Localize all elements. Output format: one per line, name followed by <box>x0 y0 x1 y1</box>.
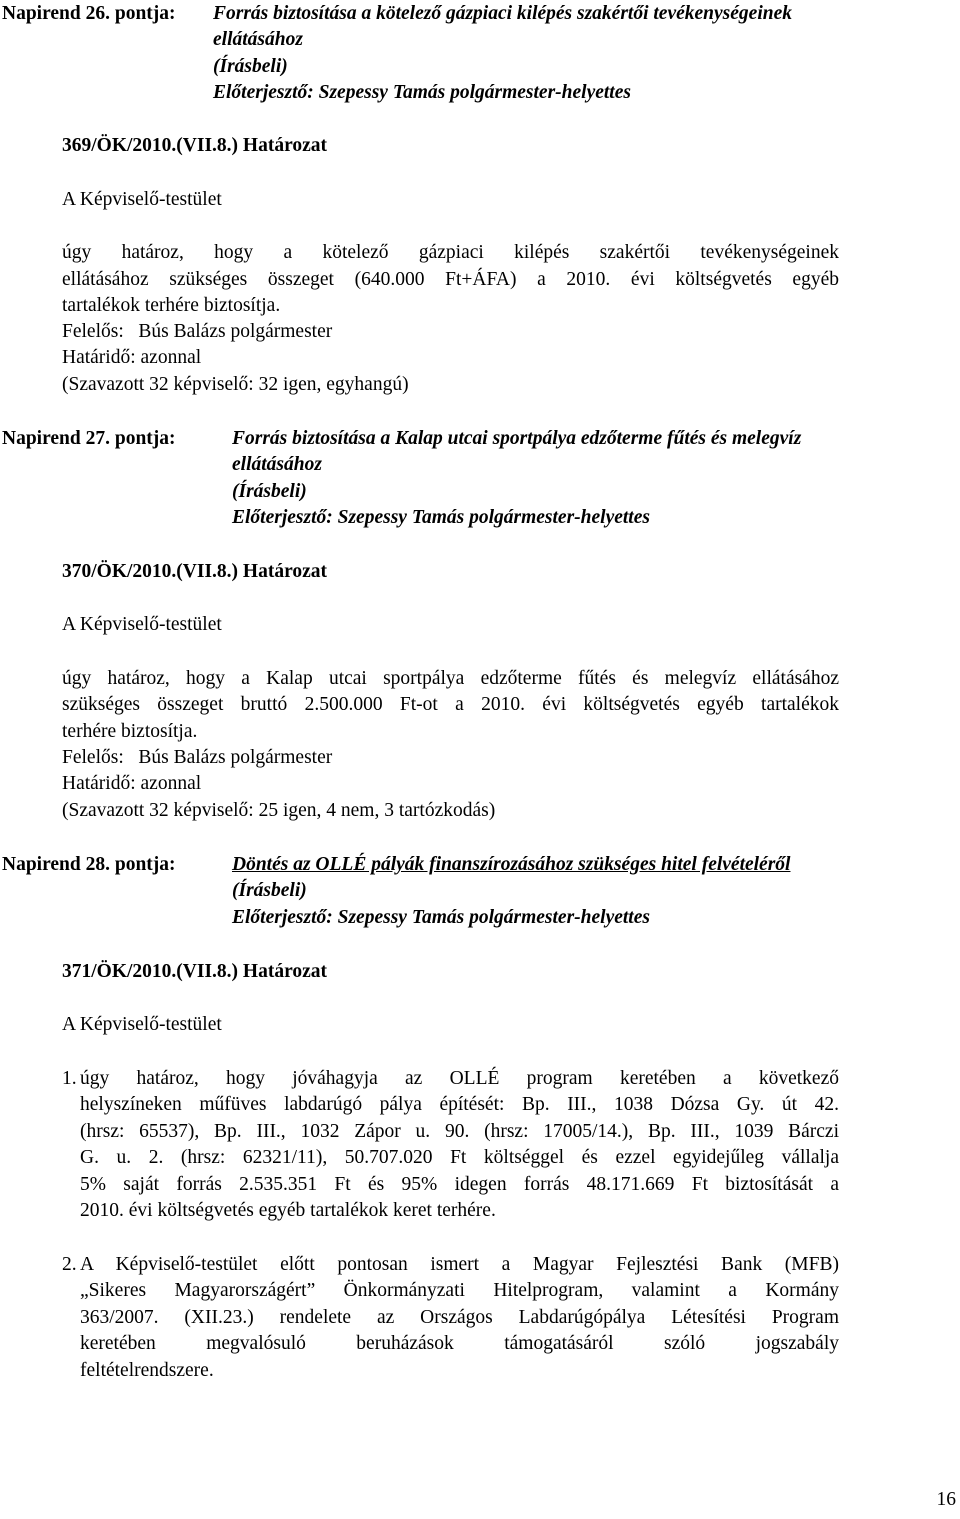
item-2-number: 2. <box>62 1254 77 1275</box>
council-heading-371: A Képviselő-testület <box>62 1014 222 1035</box>
item-2-line-3: 363/2007. (XII.23.) rendelete az Országos Labdarúgópálya Létesítési Program <box>80 1307 839 1328</box>
item-1-line-5: 5% saját forrás 2.535.351 Ft és 95% idegen forrás 48.171.669 Ft biztosítását a <box>80 1174 839 1195</box>
presenter-label: Előterjesztő: <box>213 82 314 103</box>
item-1-line-4: G. u. 2. (hrsz: 62321/11), 50.707.020 Ft költséggel és ezzel egyidejűleg vállalja <box>80 1147 839 1168</box>
agenda-28-presenter <box>232 908 650 928</box>
resolution-370-line-1: úgy határoz, hogy a Kalap utcai sportpálya edzőterme fűtés és melegvíz ellátásához <box>62 668 839 689</box>
agenda-27-title-cont: ellátásához <box>232 454 322 475</box>
item-2-line-1: A Képviselő-testület előtt pontosan ismert a Magyar Fejlesztési Bank (MFB) <box>80 1254 839 1275</box>
presenter-label: Előterjesztő: <box>232 907 333 928</box>
item-1-number: 1. <box>62 1068 77 1089</box>
agenda-26-title: Forrás biztosítása a kötelező gázpiaci kilépés szakértői tevékenységeinek <box>213 3 792 24</box>
agenda-28-title: Döntés az OLLÉ pályák finanszírozásához szükséges hitel felvételéről <box>232 854 791 875</box>
deadline-value: azonnal <box>140 773 202 794</box>
presenter-label: Előterjesztő: <box>232 507 333 528</box>
item-1-line-6: 2010. évi költségvetés egyéb tartalékok keret terhére. <box>80 1200 496 1221</box>
deadline-370 <box>62 774 201 794</box>
resolution-370-title: 370/ÖK/2010.(VII.8.) Határozat <box>62 561 328 582</box>
page-number: 16 <box>936 1489 956 1510</box>
resolution-370-line-2: szükséges összeget bruttó 2.500.000 Ft-ot a 2010. évi költségvetés egyéb tartalékok <box>62 694 839 715</box>
resolution-370-line-3: terhére biztosítja. <box>62 721 198 742</box>
agenda-28-type: (Írásbeli) <box>232 880 307 901</box>
deadline-label: Határidő: <box>62 773 136 794</box>
agenda-26-type: (Írásbeli) <box>213 56 288 77</box>
resolution-369-line-1: úgy határoz, hogy a kötelező gázpiaci kilépés szakértői tevékenységeinek <box>62 242 839 263</box>
deadline-369 <box>62 348 201 368</box>
agenda-27-title: Forrás biztosítása a Kalap utcai sportpálya edzőterme fűtés és melegvíz <box>232 428 802 449</box>
resolution-369-line-3: tartalékok terhére biztosítja. <box>62 295 281 316</box>
resolution-369-line-2: ellátásához szükséges összeget (640.000 Ft+ÁFA) a 2010. évi költségvetés egyéb <box>62 269 839 290</box>
responsible-label: Felelős: <box>62 321 124 342</box>
responsible-label: Felelős: <box>62 747 124 768</box>
item-1-line-3: (hrsz: 65537), Bp. III., 1032 Zápor u. 90. (hrsz: 17005/14.), Bp. III., 1039 Bárczi <box>80 1121 839 1142</box>
council-heading-370: A Képviselő-testület <box>62 614 222 635</box>
resolution-369-title: 369/ÖK/2010.(VII.8.) Határozat <box>62 135 328 156</box>
responsible-name: Bús Balázs polgármester <box>138 321 333 342</box>
agenda-27-type: (Írásbeli) <box>232 481 307 502</box>
deadline-label: Határidő: <box>62 347 136 368</box>
item-2-line-2: „Sikeres Magyarországért” Önkormányzati Hitelprogram, valamint a Kormány <box>80 1280 839 1301</box>
vote-370: (Szavazott 32 képviselő: 25 igen, 4 nem, 3 tartózkodás) <box>62 800 496 821</box>
presenter-name: Szepessy Tamás polgármester-helyettes <box>318 82 631 103</box>
vote-369: (Szavazott 32 képviselő: 32 igen, egyhangú) <box>62 374 409 395</box>
responsible-370 <box>62 748 332 768</box>
agenda-26-title-cont: ellátásához <box>213 29 303 50</box>
presenter-name: Szepessy Tamás polgármester-helyettes <box>337 907 650 928</box>
item-2-line-4: keretében megvalósuló beruházások támogatásáról szóló jogszabály <box>80 1333 839 1354</box>
presenter-name: Szepessy Tamás polgármester-helyettes <box>337 507 650 528</box>
item-1-line-1: úgy határoz, hogy jóváhagyja az OLLÉ program keretében a következő <box>80 1068 839 1089</box>
item-1-line-2: helyszíneken műfüves labdarúgó pálya építését: Bp. III., 1038 Dózsa Gy. út 42. <box>80 1094 839 1115</box>
resolution-371-title: 371/ÖK/2010.(VII.8.) Határozat <box>62 961 328 982</box>
agenda-27-label: Napirend 27. pontja: <box>2 428 176 449</box>
agenda-26-presenter <box>213 83 631 103</box>
council-heading-369: A Képviselő-testület <box>62 189 222 210</box>
agenda-26-label: Napirend 26. pontja: <box>2 3 176 24</box>
agenda-28-label: Napirend 28. pontja: <box>2 854 176 875</box>
responsible-369 <box>62 322 332 342</box>
agenda-27-presenter <box>232 508 650 528</box>
responsible-name: Bús Balázs polgármester <box>138 747 333 768</box>
item-2-line-5: feltételrendszere. <box>80 1360 214 1381</box>
deadline-value: azonnal <box>140 347 202 368</box>
